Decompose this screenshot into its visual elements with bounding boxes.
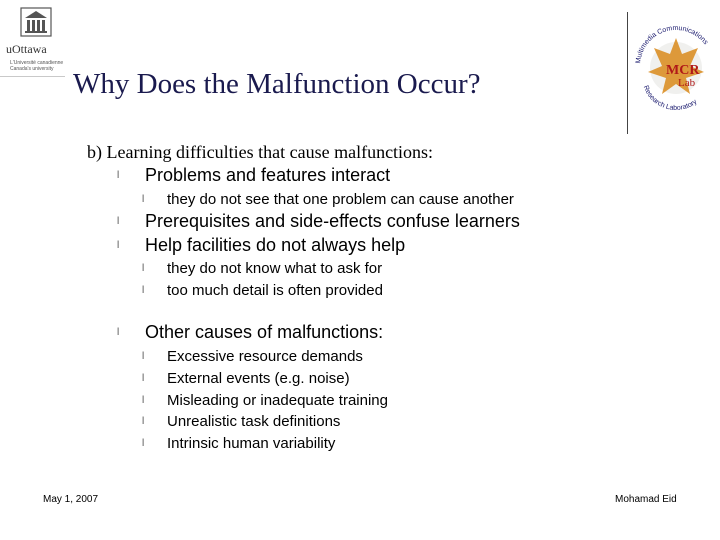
uottawa-logo [4, 6, 66, 76]
bullet-icon: l [142, 438, 145, 449]
section-heading: b) Learning difficulties that cause malfunctions: [87, 142, 434, 162]
bullet-icon: l [142, 373, 145, 384]
svg-text:Research Laboratory: Research Laboratory [641, 84, 699, 112]
list-item-text: too much detail is often provided [167, 282, 383, 299]
bullet-icon: l [142, 395, 145, 406]
slide-title: Why Does the Malfunction Occur? [73, 68, 481, 100]
bullet-icon: l [142, 416, 145, 427]
list-item-text: Misleading or inadequate training [167, 392, 388, 409]
list-item-text: they do not see that one problem can cause another [167, 191, 514, 208]
footer-date: May 1, 2007 [43, 494, 99, 505]
bullet-icon: l [142, 285, 145, 296]
bullet-icon: l [117, 240, 120, 251]
bullet-icon: l [117, 216, 120, 227]
logo-subtitle: L'Université canadienne Canada's university [10, 60, 64, 72]
list-item-text: Problems and features interact [145, 165, 391, 185]
header-divider [0, 76, 65, 77]
mcrlab-logo [632, 14, 718, 112]
list-item-text: Excessive resource demands [167, 348, 363, 365]
svg-text:MCR: MCR [666, 63, 700, 78]
bullet-icon: l [142, 351, 145, 362]
list-item-text: Intrinsic human variability [167, 435, 336, 452]
svg-text:Lab: Lab [678, 77, 696, 89]
list-item-text: Help facilities do not always help [145, 235, 406, 255]
list-item-text: they do not know what to ask for [167, 260, 383, 277]
building-icon [19, 6, 53, 38]
list-item-text: Prerequisites and side-effects confuse learners [145, 211, 520, 231]
list-item-text: Unrealistic task definitions [167, 413, 341, 430]
bullet-icon: l [142, 263, 145, 274]
logo-divider [627, 12, 628, 134]
bullet-icon: l [117, 327, 120, 338]
list-item-text: External events (e.g. noise) [167, 370, 350, 387]
logo-name: uOttawa [6, 42, 47, 56]
bullet-icon: l [117, 170, 120, 181]
footer-author: Mohamad Eid [615, 494, 677, 505]
svg-text:Multimedia Communications: Multimedia Communications [635, 24, 710, 65]
list-item-text: Other causes of malfunctions: [145, 322, 384, 342]
bullet-icon: l [142, 194, 145, 205]
